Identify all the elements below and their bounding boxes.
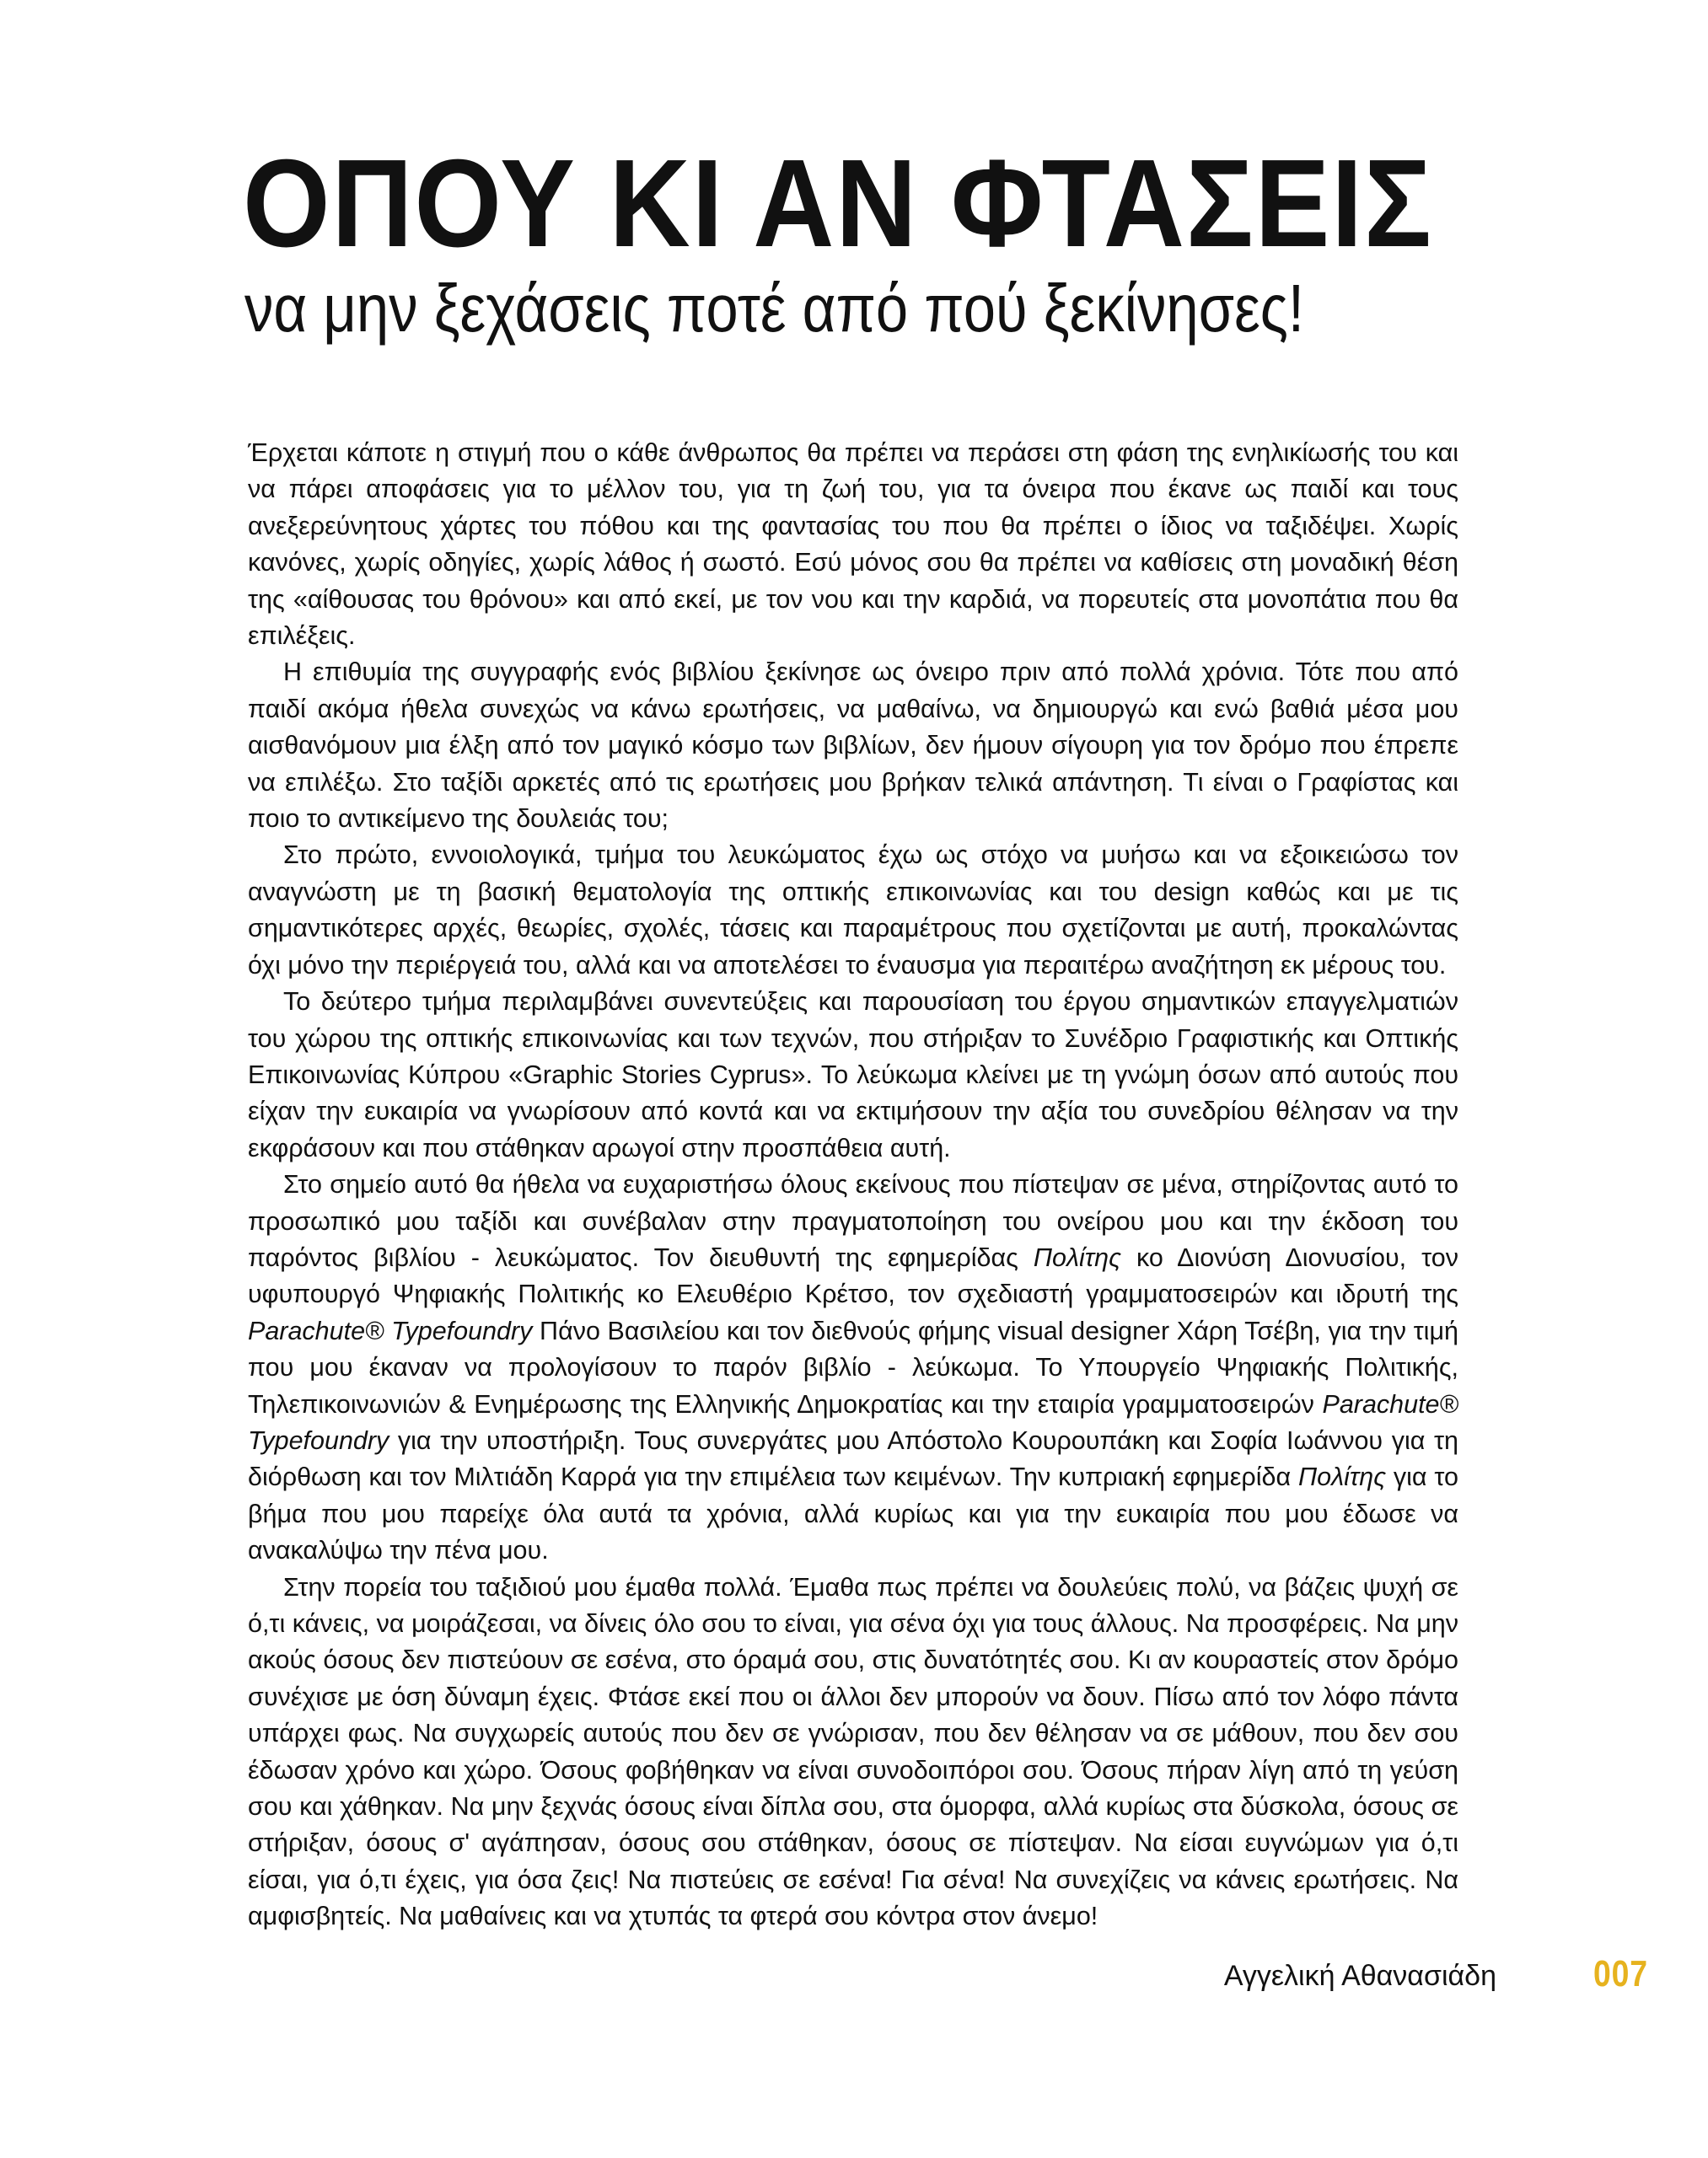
paragraph-6: Στην πορεία του ταξιδιού μου έμαθα πολλά. Έμαθα πως πρέπει να δουλεύεις πολύ, να βάζεις ψυχή σε ό,τι κάνεις, να μοιράζεσαι, να δίνεις όλο σου το είναι, για σένα όχι για τους άλλους. Να προσφέρεις. Να μην ακούς όσους δεν πιστεύουν σε εσένα, στο όραμά σου, στις δυνατότητές σου. Κι αν κουραστείς στον δρόμο συνέχισε με όση δύναμη έχεις. Φτάσε εκεί που οι άλλοι δεν μπορούν να δουν. Πίσω από τον λόφο πάντα υπάρχει φως. Να συγχωρείς αυτούς που δεν σε γνώρισαν, που δεν θέλησαν να σε μάθουν, που δεν σου έδωσαν χρόνο και χώρο. Όσους φοβήθηκαν να είναι συνοδοιπόροι σου. Όσους πήραν λίγη από τη γεύση σου και χάθηκαν. Να μην ξεχνάς όσους είναι δίπλα σου, στα όμορφα, αλλά κυρίως στα δύσκολα, όσους σε στήριξαν, όσους σ' αγάπησαν, όσους σου στάθηκαν, όσους σε πίστεψαν. Να είσαι ευγνώμων για ό,τι είσαι, για ό,τι έχεις, για όσα ζεις! Να πιστεύεις σε εσένα! Για σένα! Να συνεχίζεις να κάνεις ερωτήσεις. Να αμφισβητείς. Να μαθαίνεις και να χτυπάς τα φτερά σου κόντρα στον άνεμο! (248, 1572, 1458, 1931)
paragraph-5-text: για το βήμα που μου παρείχε όλα αυτά τα χρόνια, αλλά κυρίως και για την ευκαιρία που μου έδωσε να ανακαλύψω την πένα μου. (248, 1463, 1458, 1565)
paragraph-5-text: Στο σημείο αυτό θα ήθελα να ευχαριστήσω όλους εκείνους που πίστεψαν σε μένα, στηρίζοντας αυτό το προσωπικό μου ταξίδι και συνέβαλαν στην πραγματοποίηση του ονείρου μου και την έκδοση του παρόντος βιβλίου - λευκώματος. Τον διευθυντή της εφημερίδας (248, 1170, 1458, 1272)
page-number: 007 (1593, 1953, 1648, 1994)
author-signature: Αγγελική Αθανασιάδη (1223, 1960, 1496, 1992)
paragraph-3: Στο πρώτο, εννοιολογικά, τμήμα του λευκώματος έχω ως στόχο να μυήσω και να εξοικειώσω τον αναγνώστη με τη βασική θεματολογία της οπτικής επικοινωνίας και του design καθώς και με τις σημαντικότερες αρχές, θεωρίες, σχολές, τάσεις και παραμέτρους που σχετίζονται με αυτή, προκαλώντας όχι μόνο την περιέργειά του, αλλά και να αποτελέσει το έναυσμα για περαιτέρω αναζήτηση εκ μέρους του. (248, 840, 1458, 980)
newspaper-name: Πολίτης (1033, 1243, 1121, 1272)
paragraph-2: Η επιθυμία της συγγραφής ενός βιβλίου ξεκίνησε ως όνειρο πριν από πολλά χρόνια. Τότε που από παιδί ακόμα ήθελα συνεχώς να κάνω ερωτήσεις, να μαθαίνω, να δημιουργώ και ενώ βαθιά μέσα μου αισθανόμουν μια έλξη από τον μαγικό κόσμο των βιβλίων, δεν ήμουν σίγουρη για τον δρόμο που έπρεπε να επιλέξω. Στο ταξίδι αρκετές από τις ερωτήσεις μου βρήκαν τελικά απάντηση. Τι είναι ο Γραφίστας και ποιο το αντικείμενο της δουλειάς του; (248, 658, 1458, 834)
paragraph-1: Έρχεται κάποτε η στιγμή που ο κάθε άνθρωπος θα πρέπει να περάσει στη φάση της ενηλικίωσής του και να πάρει αποφάσεις για το μέλλον του, για τη ζωή του, για τα όνειρα που έκανε ως παιδί και τους ανεξερεύνητους χάρτες του πόθου και της φαντασίας του που θα πρέπει ο ίδιος να ταξιδέψει. Χωρίς κανόνες, χωρίς οδηγίες, χωρίς λάθος ή σωστό. Εσύ μόνος σου θα πρέπει να καθίσεις στη μοναδική θέση της «αίθουσας του θρόνου» και από εκεί, με τον νου και την καρδιά, να πορευτείς στα μονοπάτια που θα επιλέξεις. (248, 438, 1458, 651)
foundry-name: Parachute® Typefoundry (248, 1389, 1458, 1455)
page-subtitle: να μην ξεχάσεις ποτέ από πού ξεκίνησες! (244, 271, 1305, 346)
paragraph-5-text: κο Διονύση Διονυσίου, τον υφυπουργό Ψηφιακής Πολιτικής κο Ελευθέριο Κρέτσο, τον σχεδιαστή γραμματοσειρών και ιδρυτή της (248, 1243, 1458, 1309)
newspaper-name: Πολίτης (1298, 1463, 1387, 1492)
page-title: ΟΠΟΥ ΚΙ ΑΝ ΦΤΑΣΕΙΣ (243, 134, 1433, 273)
foundry-name: Parachute® Typefoundry (248, 1316, 533, 1345)
paragraph-5-text: για την υποστήριξη. Τους συνεργάτες μου Απόστολο Κουρουπάκη και Σοφία Ιωάννου για τη διόρθωση και τον Μιλτιάδη Καρρά για την επιμέλεια των κειμένων. Την κυπριακή εφημερίδα (248, 1425, 1458, 1492)
paragraph-5 (248, 1167, 1458, 1569)
paragraph-5-text: Πάνο Βασιλείου και τον διεθνούς φήμης visual designer Χάρη Τσέβη, για την τιμή που μου έκαναν να προλογίσουν το παρόν βιβλίο - λεύκωμα. Το Υπουργείο Ψηφιακής Πολιτικής, Τηλεπικοινωνιών & Ενημέρωσης της Ελληνικής Δημοκρατίας και την εταιρία γραμματοσειρών (248, 1316, 1458, 1419)
paragraph-4: Το δεύτερο τμήμα περιλαμβάνει συνεντεύξεις και παρουσίαση του έργου σημαντικών επαγγελματιών του χώρου της οπτικής επικοινωνίας και των τεχνών, που στήριξαν το Συνέδριο Γραφιστικής και Οπτικής Επικοινωνίας Κύπρου «Graphic Stories Cyprus». Το λεύκωμα κλείνει με τη γνώμη όσων από αυτούς που είχαν την ευκαιρία να γνωρίσουν από κοντά και να εκτιμήσουν την αξία του συνεδρίου θέλησαν να την εκφράσουν και που στάθηκαν αρωγοί στην προσπάθεια αυτή. (248, 987, 1458, 1162)
body-text (248, 435, 1458, 1935)
